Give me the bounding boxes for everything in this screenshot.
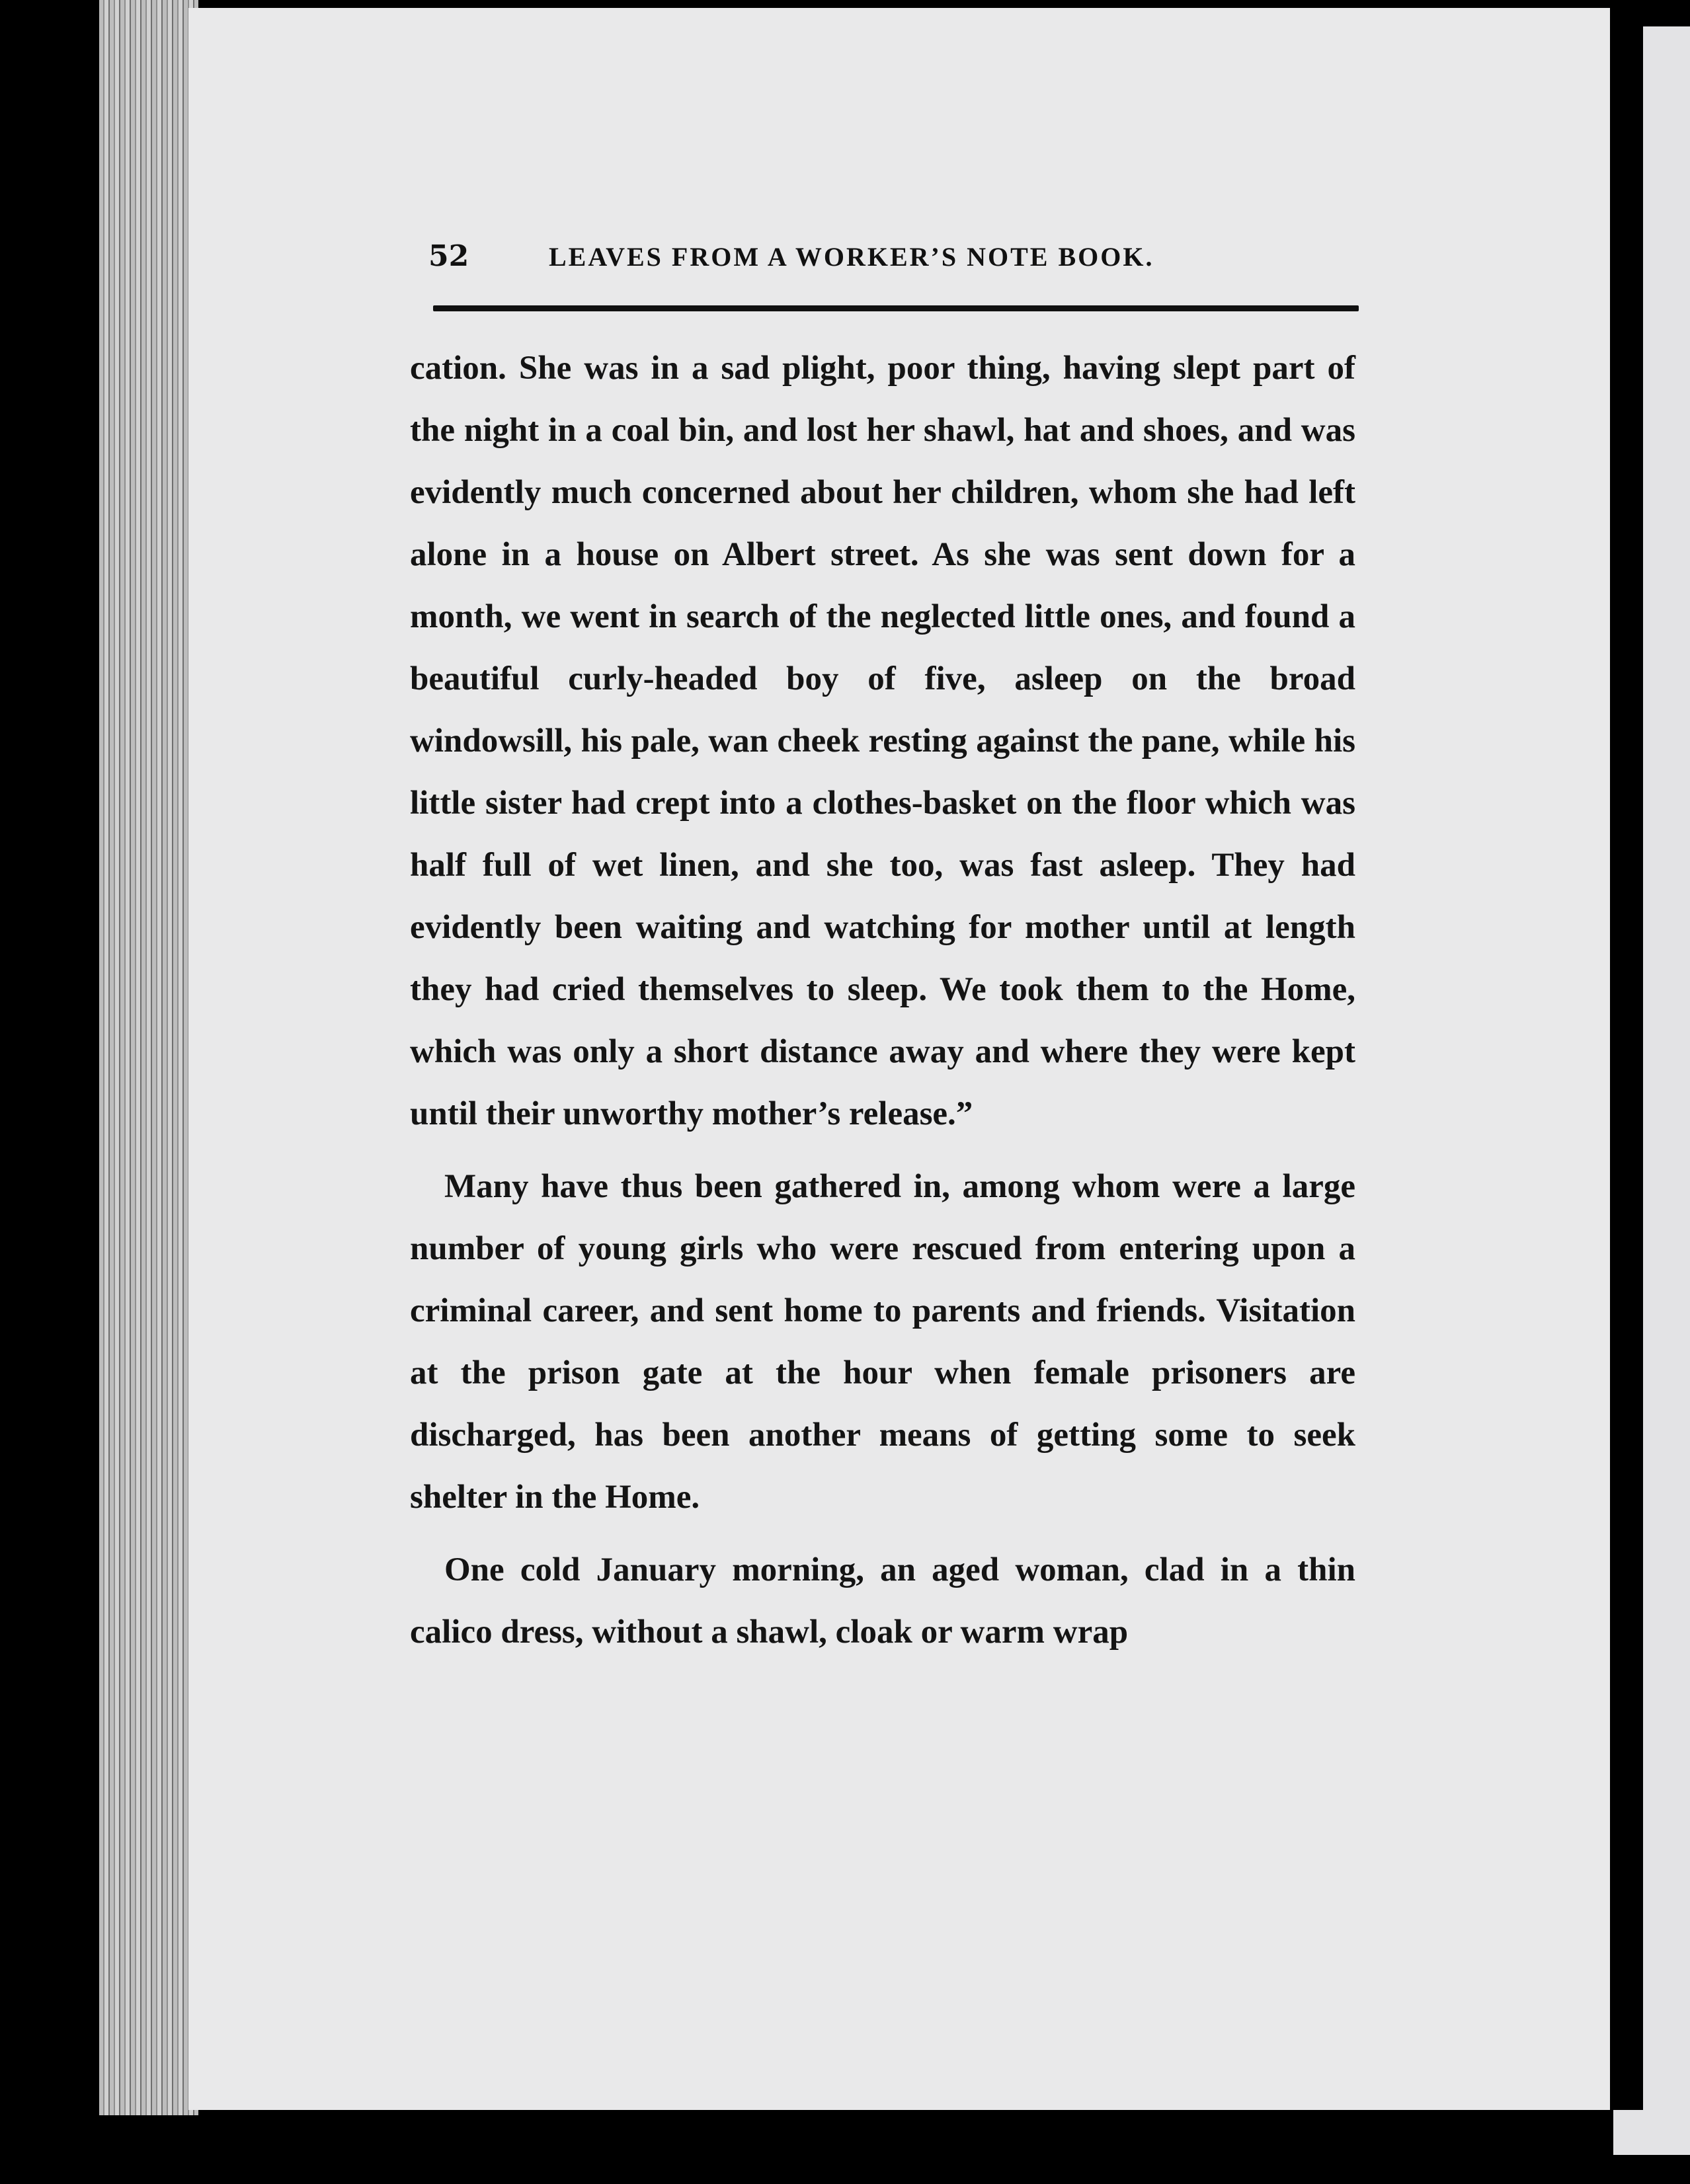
header-rule xyxy=(433,305,1359,311)
paragraph-2: Many have thus been gathered in, among whom were a large number of young girls who were rescued from entering upon a criminal career, and sent home to parents and friends. Visitation at the prison gate at the hour when female prisoners are discharged, has been another means of getting some to seek shelter in the Home. xyxy=(410,1168,1355,1516)
body-text xyxy=(410,337,1355,1663)
page-edges xyxy=(99,0,198,2115)
page-number: 52 xyxy=(428,239,469,273)
paragraph-1: cation. She was in a sad plight, poor thing, having slept part of the night in a coal bin, and lost her shawl, hat and shoes, and was evidently much concerned about her children, whom she had left alone in a house on Albert street. As she was sent down for a month, we went in search of the neglected little ones, and found a beautiful curly-headed boy of five, asleep on the broad windowsill, his pale, wan cheek resting against the pane, while his little sister had crept into a clothes-basket on the floor which was half full of wet linen, and she too, was fast asleep. They had evidently been waiting and watching for mother until at length they had cried themselves to sleep. We took them to the Home, which was only a short distance away and where they were kept until their unworthy mother’s release.” xyxy=(410,350,1355,1132)
paragraph-3: One cold January morning, an aged woman, clad in a thin calico dress, without a shawl, cloak or warm wrap xyxy=(410,1551,1355,1651)
running-title: LEAVES FROM A WORKER’S NOTE BOOK. xyxy=(549,242,1154,272)
running-header xyxy=(428,239,1367,279)
